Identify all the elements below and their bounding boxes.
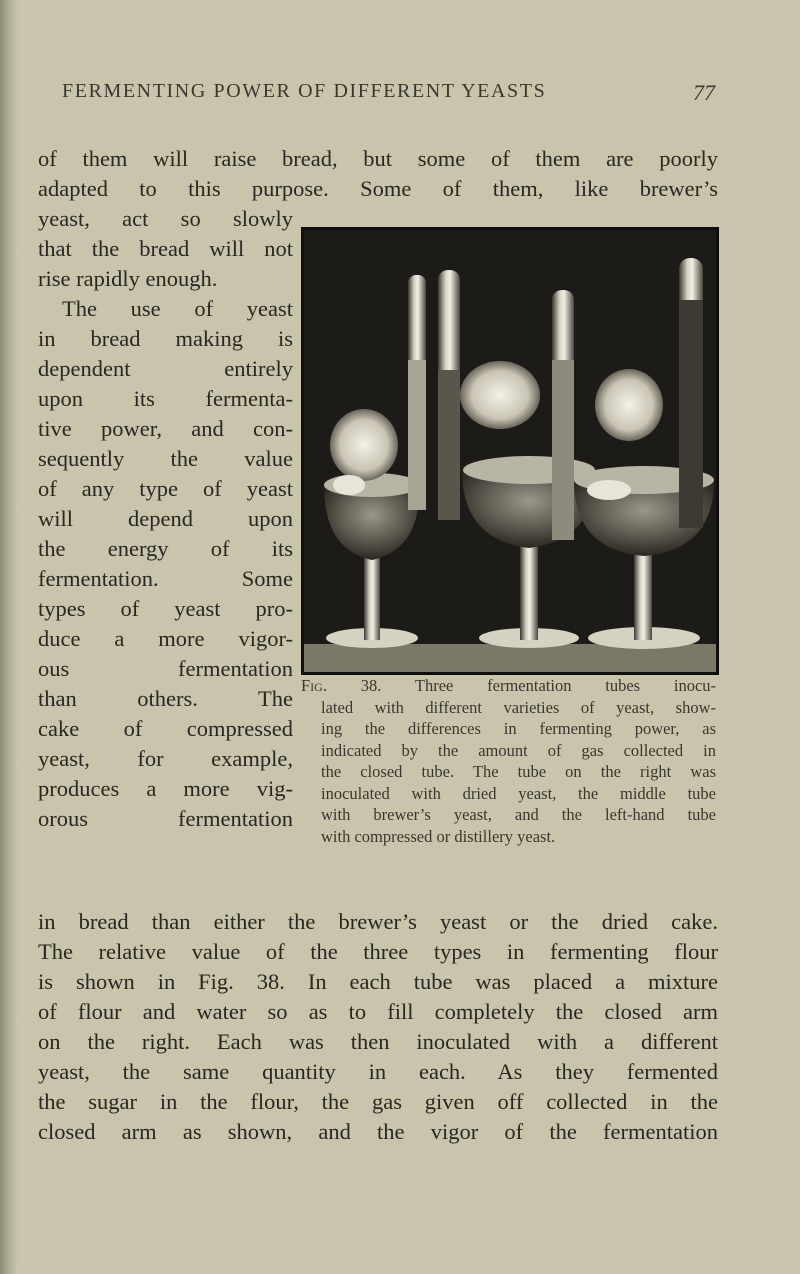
body-line: duce a more vigor- <box>38 626 293 651</box>
body-line: tive power, and con- <box>38 416 293 441</box>
caption-line: the closed tube. The tube on the right was <box>321 762 716 781</box>
body-line: ous fermentation <box>38 656 293 681</box>
body-line: that the bread will not <box>38 236 293 261</box>
body-line: on the right. Each was then inoculated with a different <box>38 1029 718 1054</box>
body-line: closed arm as shown, and the vigor of the fermentation <box>38 1119 718 1144</box>
body-line: produces a more vig- <box>38 776 293 801</box>
body-line: than others. The <box>38 686 293 711</box>
caption-line: indicated by the amount of gas collected in <box>321 740 716 760</box>
body-line: yeast, act so slowly <box>38 206 293 231</box>
body-bottom-lines <box>38 907 718 1147</box>
body-line: upon its fermenta- <box>38 386 293 411</box>
caption-line: ing the differences in fermenting power, as <box>321 719 716 738</box>
caption-line: Three fermentation tubes inocu- <box>414 676 717 695</box>
body-line: in bread than either the brewer’s yeast or the dried cake. <box>38 909 718 934</box>
body-line: dependent entirely <box>38 356 293 381</box>
body-line: of any type of yeast <box>38 476 293 501</box>
body-line: yeast, for example, <box>38 746 293 771</box>
fermentation-tubes-illustration <box>304 230 716 672</box>
caption-line: with compressed or distillery yeast. <box>321 826 556 846</box>
running-head-title: FERMENTING POWER OF DIFFERENT YEASTS <box>62 80 547 102</box>
body-line: yeast, the same quantity in each. As they fermented <box>38 1059 718 1084</box>
body-line: of flour and water so as to fill completely the closed arm <box>38 999 718 1024</box>
body-line: of them will raise bread, but some of them are poorly <box>38 146 718 171</box>
body-line: will depend upon <box>38 506 293 531</box>
body-line: rise rapidly enough. <box>38 266 218 291</box>
body-line: cake of compressed <box>38 716 293 741</box>
caption-line: lated with different varieties of yeast, show- <box>321 697 716 717</box>
body-line: The use of yeast <box>62 296 293 321</box>
body-line: The relative value of the three types in fermenting flour <box>38 939 718 964</box>
figure-photo-fermentation-tubes <box>301 227 719 675</box>
body-line: is shown in Fig. 38. In each tube was placed a mixture <box>38 969 718 994</box>
body-line: in bread making is <box>38 326 293 351</box>
body-line: types of yeast pro- <box>38 596 293 621</box>
body-line: the energy of its <box>38 536 293 561</box>
caption-line: with brewer’s yeast, and the left-hand tube <box>321 805 716 824</box>
figure-caption-label: Fig. 38. <box>301 676 382 695</box>
body-line: fermentation. Some <box>38 566 293 591</box>
body-line: the sugar in the flour, the gas given off collected in the <box>38 1089 718 1114</box>
body-line: adapted to this purpose. Some of them, like brewer’s <box>38 176 718 201</box>
body-line: sequently the value <box>38 446 293 471</box>
body-top-lines <box>38 144 718 204</box>
page-number: 77 <box>693 80 715 105</box>
running-head <box>0 80 800 112</box>
caption-line: inoculated with dried yeast, the middle tube <box>321 783 716 803</box>
figure-caption <box>301 675 716 847</box>
body-line: orous fermentation <box>38 806 293 831</box>
body-narrow-column <box>38 204 293 834</box>
page-binding-edge <box>0 0 18 1274</box>
